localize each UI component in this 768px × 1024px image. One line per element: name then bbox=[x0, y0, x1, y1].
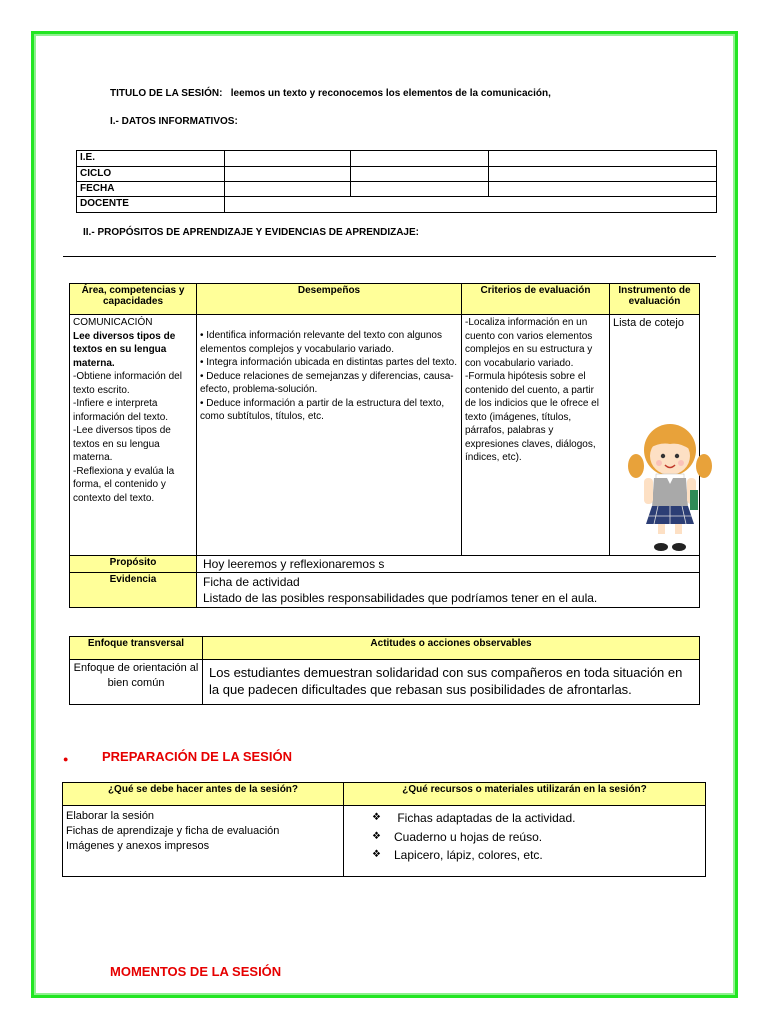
desempeno-item: • Identifica información relevante del texto con algunos elementos complejos y vocabulario variado. bbox=[200, 330, 442, 355]
recurso-item: ❖ Lapicero, lápiz, colores, etc. bbox=[368, 846, 702, 865]
momentos-title: MOMENTOS DE LA SESIÓN bbox=[110, 964, 282, 979]
antes-item: Fichas de aprendizaje y ficha de evaluación bbox=[66, 825, 280, 837]
header-antes: ¿Qué se debe hacer antes de la sesión? bbox=[63, 783, 344, 806]
enfoque-name: Enfoque de orientación al bien común bbox=[70, 660, 203, 705]
header-actitudes: Actitudes o acciones observables bbox=[203, 637, 700, 660]
header-recursos: ¿Qué recursos o materiales utilizarán en la sesión? bbox=[344, 783, 706, 806]
proposito-label: Propósito bbox=[70, 556, 197, 573]
proposito-text: Hoy leeremos y reflexionaremos s bbox=[197, 556, 700, 573]
recurso-item: ❖ Cuaderno u hojas de reúso. bbox=[368, 828, 702, 847]
session-title: TITULO DE LA SESIÓN: leemos un texto y reconocemos los elementos de la comunicación, bbox=[110, 88, 551, 99]
desempeno-item: • Deduce información a partir de la estructura del texto, como subtítulos, títulos, etc. bbox=[200, 397, 445, 422]
enfoque-text: Los estudiantes demuestran solidaridad con sus compañeros en toda situación en la que padecen dificultades que rebasan sus posibilidades de afrontarlas. bbox=[203, 660, 700, 705]
diamond-bullet-icon: ❖ bbox=[372, 830, 381, 842]
datos-heading: I.- DATOS INFORMATIVOS: bbox=[110, 116, 238, 127]
preparacion-table bbox=[62, 782, 706, 877]
desempeno-item: • Integra información ubicada en distintas partes del texto. bbox=[200, 357, 457, 368]
datos-ie: I.E. bbox=[77, 151, 225, 167]
recursos-cell bbox=[344, 806, 706, 877]
area-competencia: Lee diversos tipos de textos en su lengua materna. bbox=[73, 330, 176, 369]
header-enfoque: Enfoque transversal bbox=[70, 637, 203, 660]
antes-item: Imágenes y anexos impresos bbox=[66, 840, 210, 852]
evidencia-cell bbox=[197, 573, 700, 608]
area-item: -Lee diversos tipos de textos en su lengua materna. bbox=[73, 425, 171, 463]
competencias-table bbox=[69, 283, 700, 608]
header-desempenos: Desempeños bbox=[197, 284, 462, 315]
datos-ciclo: CICLO bbox=[77, 167, 225, 182]
datos-fecha: FECHA bbox=[77, 182, 225, 197]
datos-table bbox=[76, 150, 717, 213]
criterios-cell bbox=[462, 315, 610, 556]
datos-docente: DOCENTE bbox=[77, 197, 225, 213]
area-item: -Obtiene información del texto escrito. bbox=[73, 371, 182, 396]
antes-item: Elaborar la sesión bbox=[66, 810, 155, 822]
area-item: -Reflexiona y evalúa la forma, el contenido y contexto del texto. bbox=[73, 465, 175, 504]
area-title: COMUNICACIÓN bbox=[73, 317, 153, 328]
instrumento-cell: Lista de cotejo bbox=[610, 315, 700, 556]
evidencia-label: Evidencia bbox=[70, 573, 197, 608]
divider bbox=[63, 256, 716, 257]
area-item: -Infiere e interpreta información del texto. bbox=[73, 398, 169, 423]
diamond-bullet-icon: ❖ bbox=[372, 812, 381, 823]
bullet-icon: ● bbox=[63, 754, 69, 764]
desempenos-cell bbox=[197, 315, 462, 556]
header-instrumento: Instrumento de evaluación bbox=[610, 284, 700, 315]
area-cell bbox=[70, 315, 197, 556]
student-girl-illustration bbox=[620, 418, 720, 553]
evidencia-line: Listado de las posibles responsabilidades que podríamos tener en el aula. bbox=[203, 591, 598, 605]
preparacion-title: PREPARACIÓN DE LA SESIÓN bbox=[102, 749, 292, 764]
enfoque-table bbox=[69, 636, 700, 705]
criterio-item: -Formula hipótesis sobre el contenido del cuento, a partir de los indicios que le ofrece el texto (imágenes, títulos, párrafos, palabras y expresiones claves, diálogos, índices, etc). bbox=[465, 371, 599, 463]
evidencia-line: Ficha de actividad bbox=[203, 575, 300, 589]
diamond-bullet-icon: ❖ bbox=[372, 849, 381, 860]
propositos-heading: II.- PROPÓSITOS DE APRENDIZAJE Y EVIDENCIAS DE APRENDIZAJE: bbox=[83, 227, 419, 238]
header-area: Área, competencias y capacidades bbox=[70, 284, 197, 315]
desempeno-item: • Deduce relaciones de semejanzas y diferencias, causa-efecto, problema-solución. bbox=[200, 370, 454, 395]
recurso-item: ❖ Fichas adaptadas de la actividad. bbox=[368, 809, 702, 828]
header-criterios: Criterios de evaluación bbox=[462, 284, 610, 315]
antes-cell bbox=[63, 806, 344, 877]
criterio-item: -Localiza información en un cuento con varios elementos complejos en su estructura y con vocabulario variado. bbox=[465, 317, 593, 369]
